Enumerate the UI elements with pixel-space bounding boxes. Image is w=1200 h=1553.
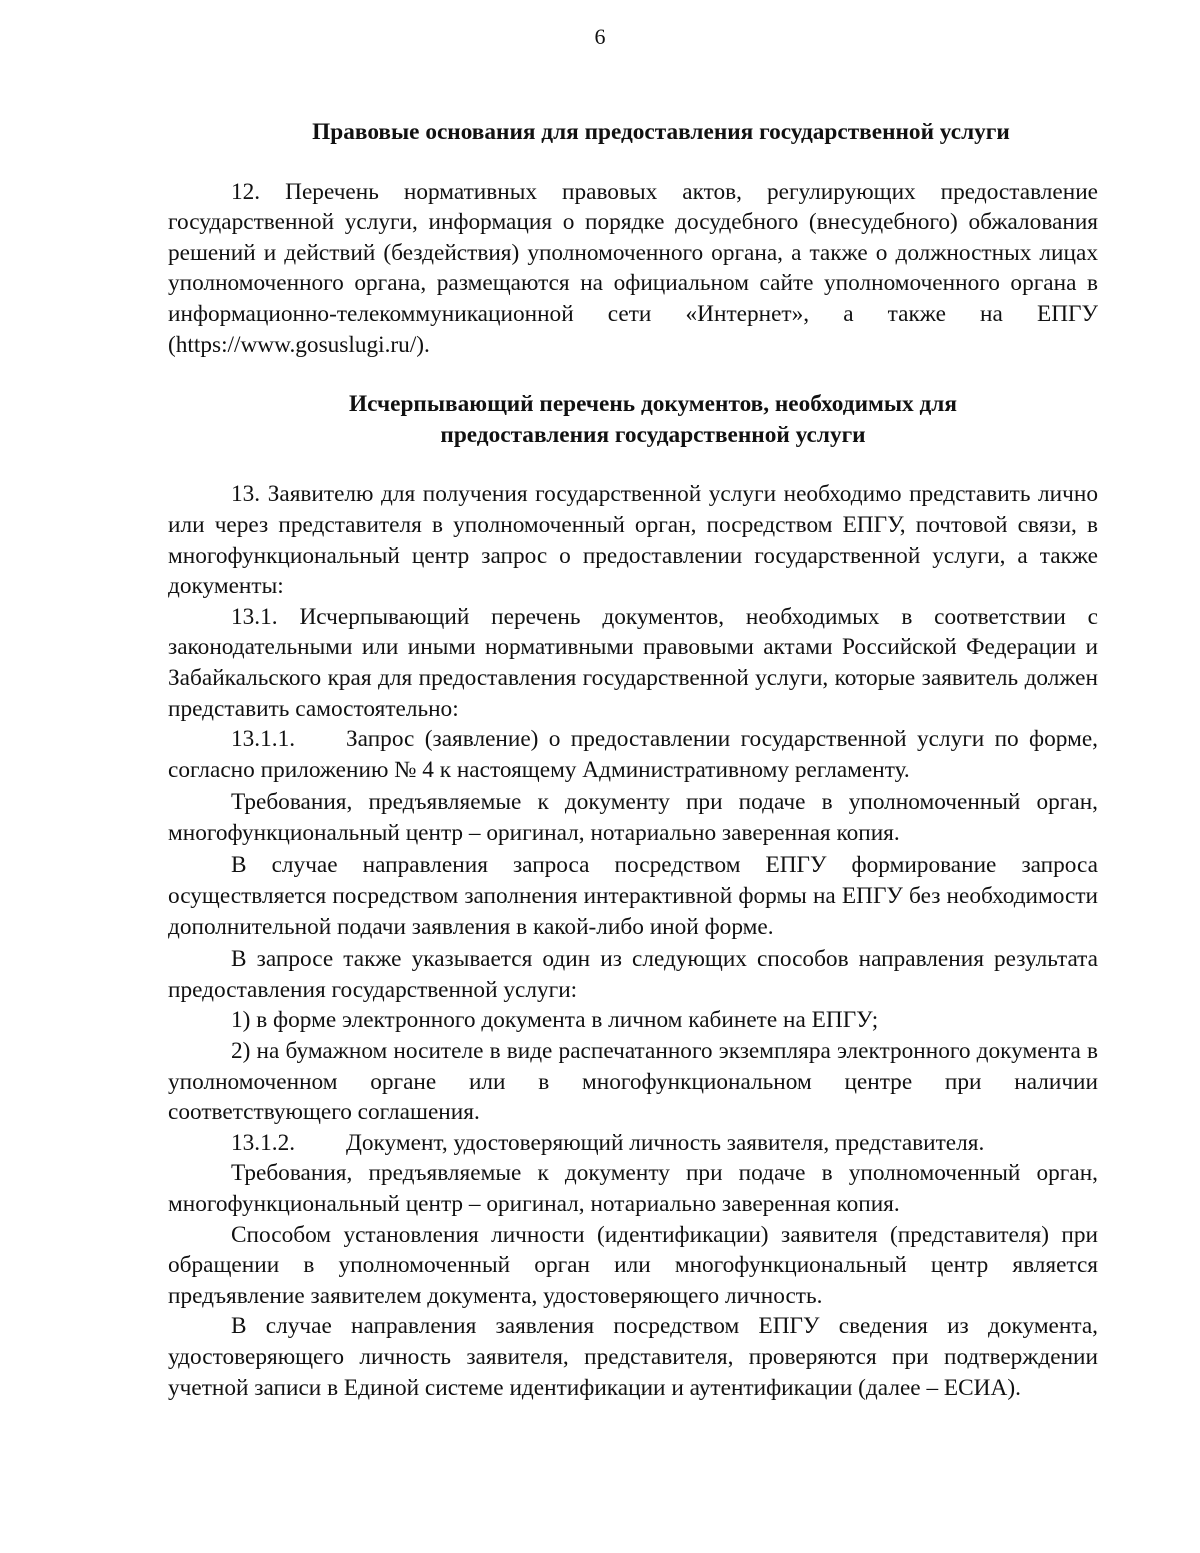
clause-text-13-1-1: Запрос (заявление) о предоставлении государственной услуги по форме, согласно приложению № 4 к настоящему Административному регламенту. [168,726,1098,783]
list-item-2: 2) на бумажном носителе в виде распечатанного экземпляра электронного документа в уполномоченном органе или в многофункциональном центре при наличии соответствующего соглашения. [168,1038,1098,1126]
paragraph-epgu-form: В случае направления запроса посредством ЕПГУ формирование запроса осуществляется посредством заполнения интерактивной формы на ЕПГУ без необходимости дополнительной подачи заявления в какой-либо иной форме. [168,852,1098,940]
paragraph-requirements-2: Требования, предъявляемые к документу при подаче в уполномоченный орган, многофункциональный центр – оригинал, нотариально заверенная копия. [168,1160,1098,1217]
paragraph-epgu-esia: В случае направления заявления посредством ЕПГУ сведения из документа, удостоверяющего личность заявителя, представителя, проверяются при подтверждении учетной записи в Единой системе идентификации и аутентификации (далее – ЕСИА). [168,1313,1098,1401]
document-body [168,117,1098,1403]
paragraph-13: 13. Заявителю для получения государственной услуги необходимо представить лично или через представителя в уполномоченный орган, посредством ЕПГУ, почтовой связи, в многофункциональный центр запрос о предоставлении государственной услуги, а также документы: [168,481,1098,600]
section-heading-legal-basis: Правовые основания для предоставления государственной услуги [312,119,1010,145]
paragraph-requirements-1: Требования, предъявляемые к документу при подаче в уполномоченный орган, многофункциональный центр – оригинал, нотариально заверенная копия. [168,789,1098,846]
paragraph-12: 12. Перечень нормативных правовых актов, регулирующих предоставление государственной услуги, информация о порядке досудебного (внесудебного) обжалования решений и действий (бездействия) уполномоченного органа, а также о должностных лицах уполномоченного органа, размещаются на официальном сайте уполномоченного органа в информационно-телекоммуникационной сети «Интернет», а также на ЕПГУ (https://www.gosuslugi.ru/). [168,178,1098,358]
heading-line-1: Исчерпывающий перечень документов, необходимых для [349,391,957,418]
paragraph-13-1: 13.1. Исчерпывающий перечень документов, необходимых в соответствии с законодательными или иными нормативными правовыми актами Российской Федерации и Забайкальского края для предоставления государственной услуги, которые заявитель должен представить самостоятельно: [168,603,1098,722]
page-number: 6 [594,24,606,49]
list-item-1: 1) в форме электронного документа в личном кабинете на ЕПГУ; [231,1007,879,1034]
paragraph-13-1-1 [168,724,1098,785]
clause-number-13-1-2: 13.1.2. [231,1129,296,1156]
clause-number-13-1-1: 13.1.1. [231,726,296,753]
paragraph-result-method: В запросе также указывается один из следующих способов направления результата предоставления государственной услуги: [168,946,1098,1003]
heading-line-2: предоставления государственной услуги [440,421,866,448]
clause-text-13-1-2: Документ, удостоверяющий личность заявителя, представителя. [346,1129,985,1156]
paragraph-13-1-2 [168,1128,1098,1159]
section-heading-documents-list [168,389,1098,450]
paragraph-identification: Способом установления личности (идентификации) заявителя (представителя) при обращении в уполномоченный орган или многофункциональный центр является предъявление заявителем документа, удостоверяющего личность. [168,1221,1098,1309]
